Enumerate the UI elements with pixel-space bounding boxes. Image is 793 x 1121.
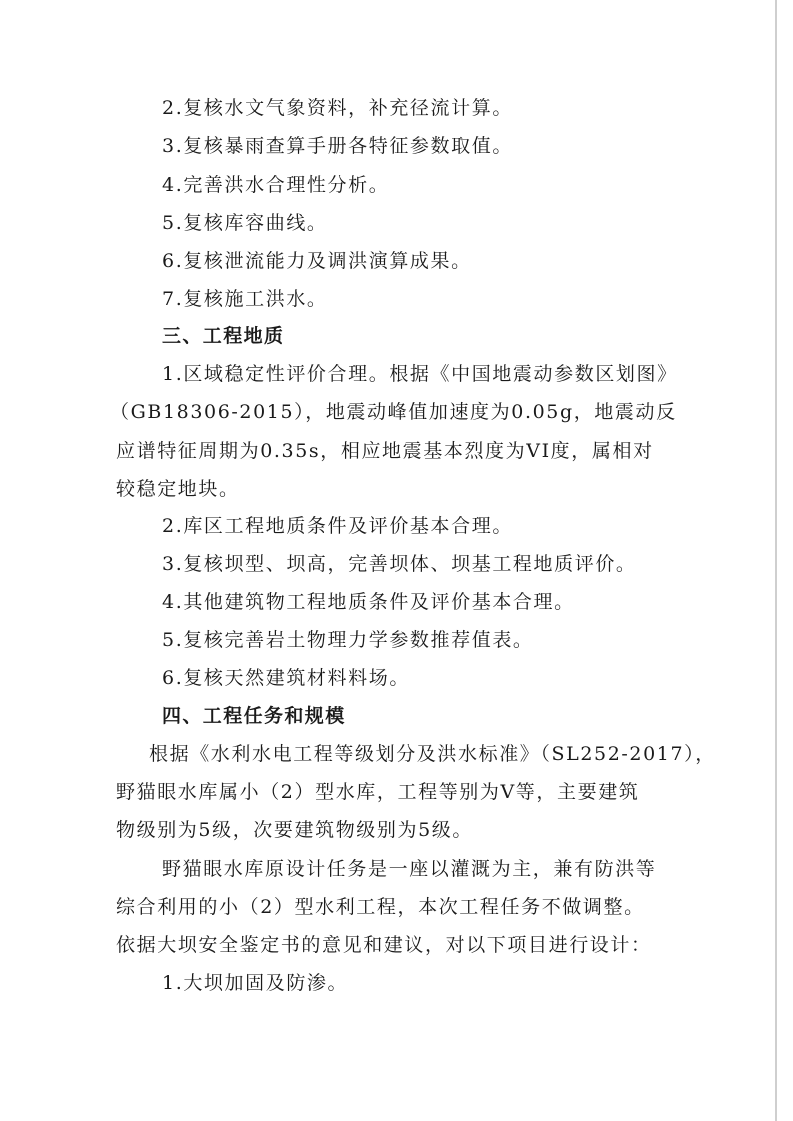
item-dam-type-review: 3.复核坝型、坝高，完善坝体、坝基工程地质评价。 bbox=[162, 553, 637, 575]
paragraph-classification-line-3: 物级别为5级，次要建筑物级别为5级。 bbox=[116, 819, 473, 841]
item-discharge-capacity: 6.复核泄流能力及调洪演算成果。 bbox=[162, 250, 472, 272]
paragraph-regional-stability-line-3: 应谱特征周期为0.35s，相应地震基本烈度为VI度，属相对 bbox=[116, 440, 654, 462]
paragraph-classification-line-1: 根据《水利水电工程等级划分及洪水标准》（SL252-2017）， bbox=[149, 743, 716, 765]
paragraph-regional-stability-line-4: 较稳定地块。 bbox=[116, 478, 240, 500]
paragraph-design-task-line-1: 野猫眼水库原设计任务是一座以灌溉为主，兼有防洪等 bbox=[162, 858, 657, 880]
item-soil-parameters: 5.复核完善岩土物理力学参数推荐值表。 bbox=[162, 629, 534, 651]
item-hydrology-review: 2.复核水文气象资料，补充径流计算。 bbox=[162, 97, 513, 119]
section-heading-tasks-scale: 四、工程任务和规模 bbox=[162, 705, 346, 727]
item-reservoir-geology: 2.库区工程地质条件及评价基本合理。 bbox=[162, 515, 513, 537]
item-material-yards: 6.复核天然建筑材料料场。 bbox=[162, 667, 410, 689]
paragraph-classification-line-2: 野猫眼水库属小（2）型水库，工程等别为V等，主要建筑 bbox=[116, 781, 640, 803]
item-rainstorm-parameters: 3.复核暴雨查算手册各特征参数取值。 bbox=[162, 135, 513, 157]
paragraph-design-task-line-3: 依据大坝安全鉴定书的意见和建议，对以下项目进行设计： bbox=[116, 934, 652, 956]
paragraph-regional-stability-line-1: 1.区域稳定性评价合理。根据《中国地震动参数区划图》 bbox=[162, 363, 678, 385]
item-other-structures-geology: 4.其他建筑物工程地质条件及评价基本合理。 bbox=[162, 591, 575, 613]
item-dam-reinforcement: 1.大坝加固及防渗。 bbox=[162, 972, 349, 994]
paragraph-regional-stability-line-2: （GB18306-2015），地震动峰值加速度为0.05g，地震动反 bbox=[110, 401, 677, 423]
paragraph-design-task-line-2: 综合利用的小（2）型水利工程，本次工程任务不做调整。 bbox=[116, 896, 645, 918]
item-flood-analysis: 4.完善洪水合理性分析。 bbox=[162, 174, 390, 196]
item-storage-curve: 5.复核库容曲线。 bbox=[162, 212, 328, 234]
item-construction-flood: 7.复核施工洪水。 bbox=[162, 288, 328, 310]
page-edge-divider bbox=[775, 0, 777, 1121]
section-heading-geology: 三、工程地质 bbox=[162, 325, 285, 347]
